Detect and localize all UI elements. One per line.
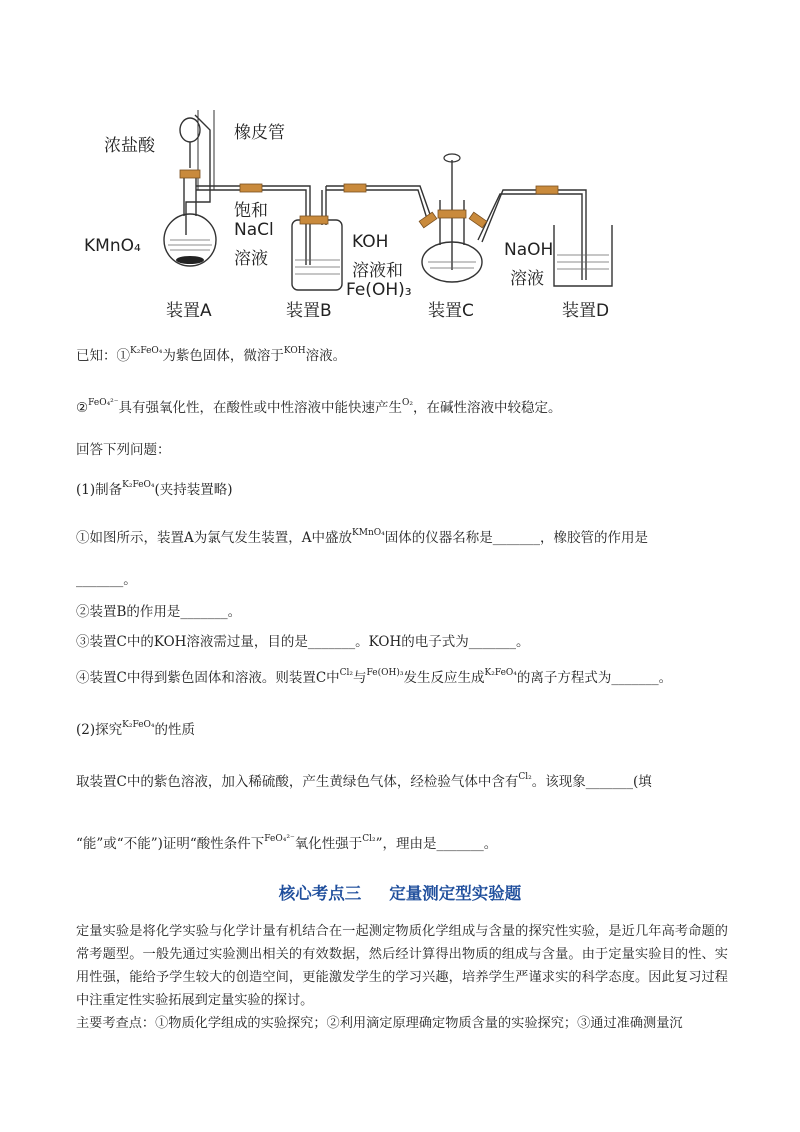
label-koh-1: KOH [352, 232, 389, 252]
section-title-b: 定量测定型实验题 [389, 884, 522, 903]
label-app-d: 装置D [562, 301, 610, 321]
label-koh-2: 溶液和 [352, 261, 403, 281]
question-2: (2)探究$^{K_2FeO_4}$的性质 [76, 720, 196, 738]
label-conc-hcl: 浓盐酸 [104, 136, 155, 156]
known-1: 已知：①$^{K_2FeO_4}$为紫色固体，微溶于$^{KOH}$溶液。 [76, 346, 347, 364]
question-1b: ②装置B的作用是_______。 [76, 604, 242, 620]
known-2: ②$^{FeO_4^{2-}}$具有强氧化性，在酸性或中性溶液中能快速产生$^{O_2}$，在碱性溶液中较稳定。 [76, 398, 562, 416]
label-rubber-tube: 橡皮管 [234, 123, 285, 143]
label-sat-2: NaCl [234, 220, 274, 240]
label-kmno4: KMnO₄ [84, 236, 141, 256]
question-1c: ③装置C中的KOH溶液需过量，目的是_______。KOH的电子式为_______。 [76, 634, 530, 650]
label-app-a: 装置A [166, 301, 212, 321]
question-1d: ④装置C中得到紫色固体和溶液。则装置C中$^{Cl_2}$与$^{Fe(OH)_3}$发生反应生成$^{K_2FeO_4}$的离子方程式为_______。 [76, 668, 673, 686]
label-naoh-1: NaOH [504, 240, 554, 260]
answer-prompt: 回答下列问题： [76, 442, 171, 458]
label-app-b: 装置B [286, 301, 332, 321]
section-title [0, 880, 800, 904]
question-1a: ①如图所示，装置A为氯气发生装置，A中盛放$^{KMnO_4}$固体的仪器名称是_______，橡胶管的作用是 [76, 528, 648, 546]
question-1: (1)制备$^{K_2FeO_4}$(夹持装置略) [76, 480, 233, 498]
label-koh-3: Fe(OH)₃ [346, 280, 412, 300]
question-2a: 取装置C中的紫色溶液，加入稀硫酸，产生黄绿色气体，经检验气体中含有$^{Cl_2}$。该现象_______(填 [76, 772, 652, 790]
body-paragraph-1: 定量实验是将化学实验与化学计量有机结合在一起测定物质化学组成与含量的探究性实验，是近几年高考命题的常考题型。一般先通过实验测出相关的有效数据，然后经计算得出物质的组成与含量。由于定量实验目的性、实用性强，能给予学生较大的创造空间，更能激发学生的学习兴趣，培养学生严谨求实的科学态度。因此复习过程中注重定性实验拓展到定量实验的探讨。 [76, 924, 728, 1008]
label-sat-1: 饱和 [234, 201, 268, 221]
body-paragraph-2: 主要考查点：①物质化学组成的实验探究；②利用滴定原理确定物质含量的实验探究；③通过准确测量沉 [76, 1016, 683, 1031]
label-sat-3: 溶液 [234, 249, 268, 269]
question-1a-cont: _______。 [76, 572, 137, 588]
label-naoh-2: 溶液 [510, 269, 544, 289]
section-title-a: 核心考点三 [278, 884, 362, 903]
label-app-c: 装置C [428, 301, 474, 321]
question-2b: “能”或“不能”)证明“酸性条件下$^{FeO_4^{2-}}$氧化性强于$^{Cl_2}$”，理由是_______。 [76, 834, 498, 852]
